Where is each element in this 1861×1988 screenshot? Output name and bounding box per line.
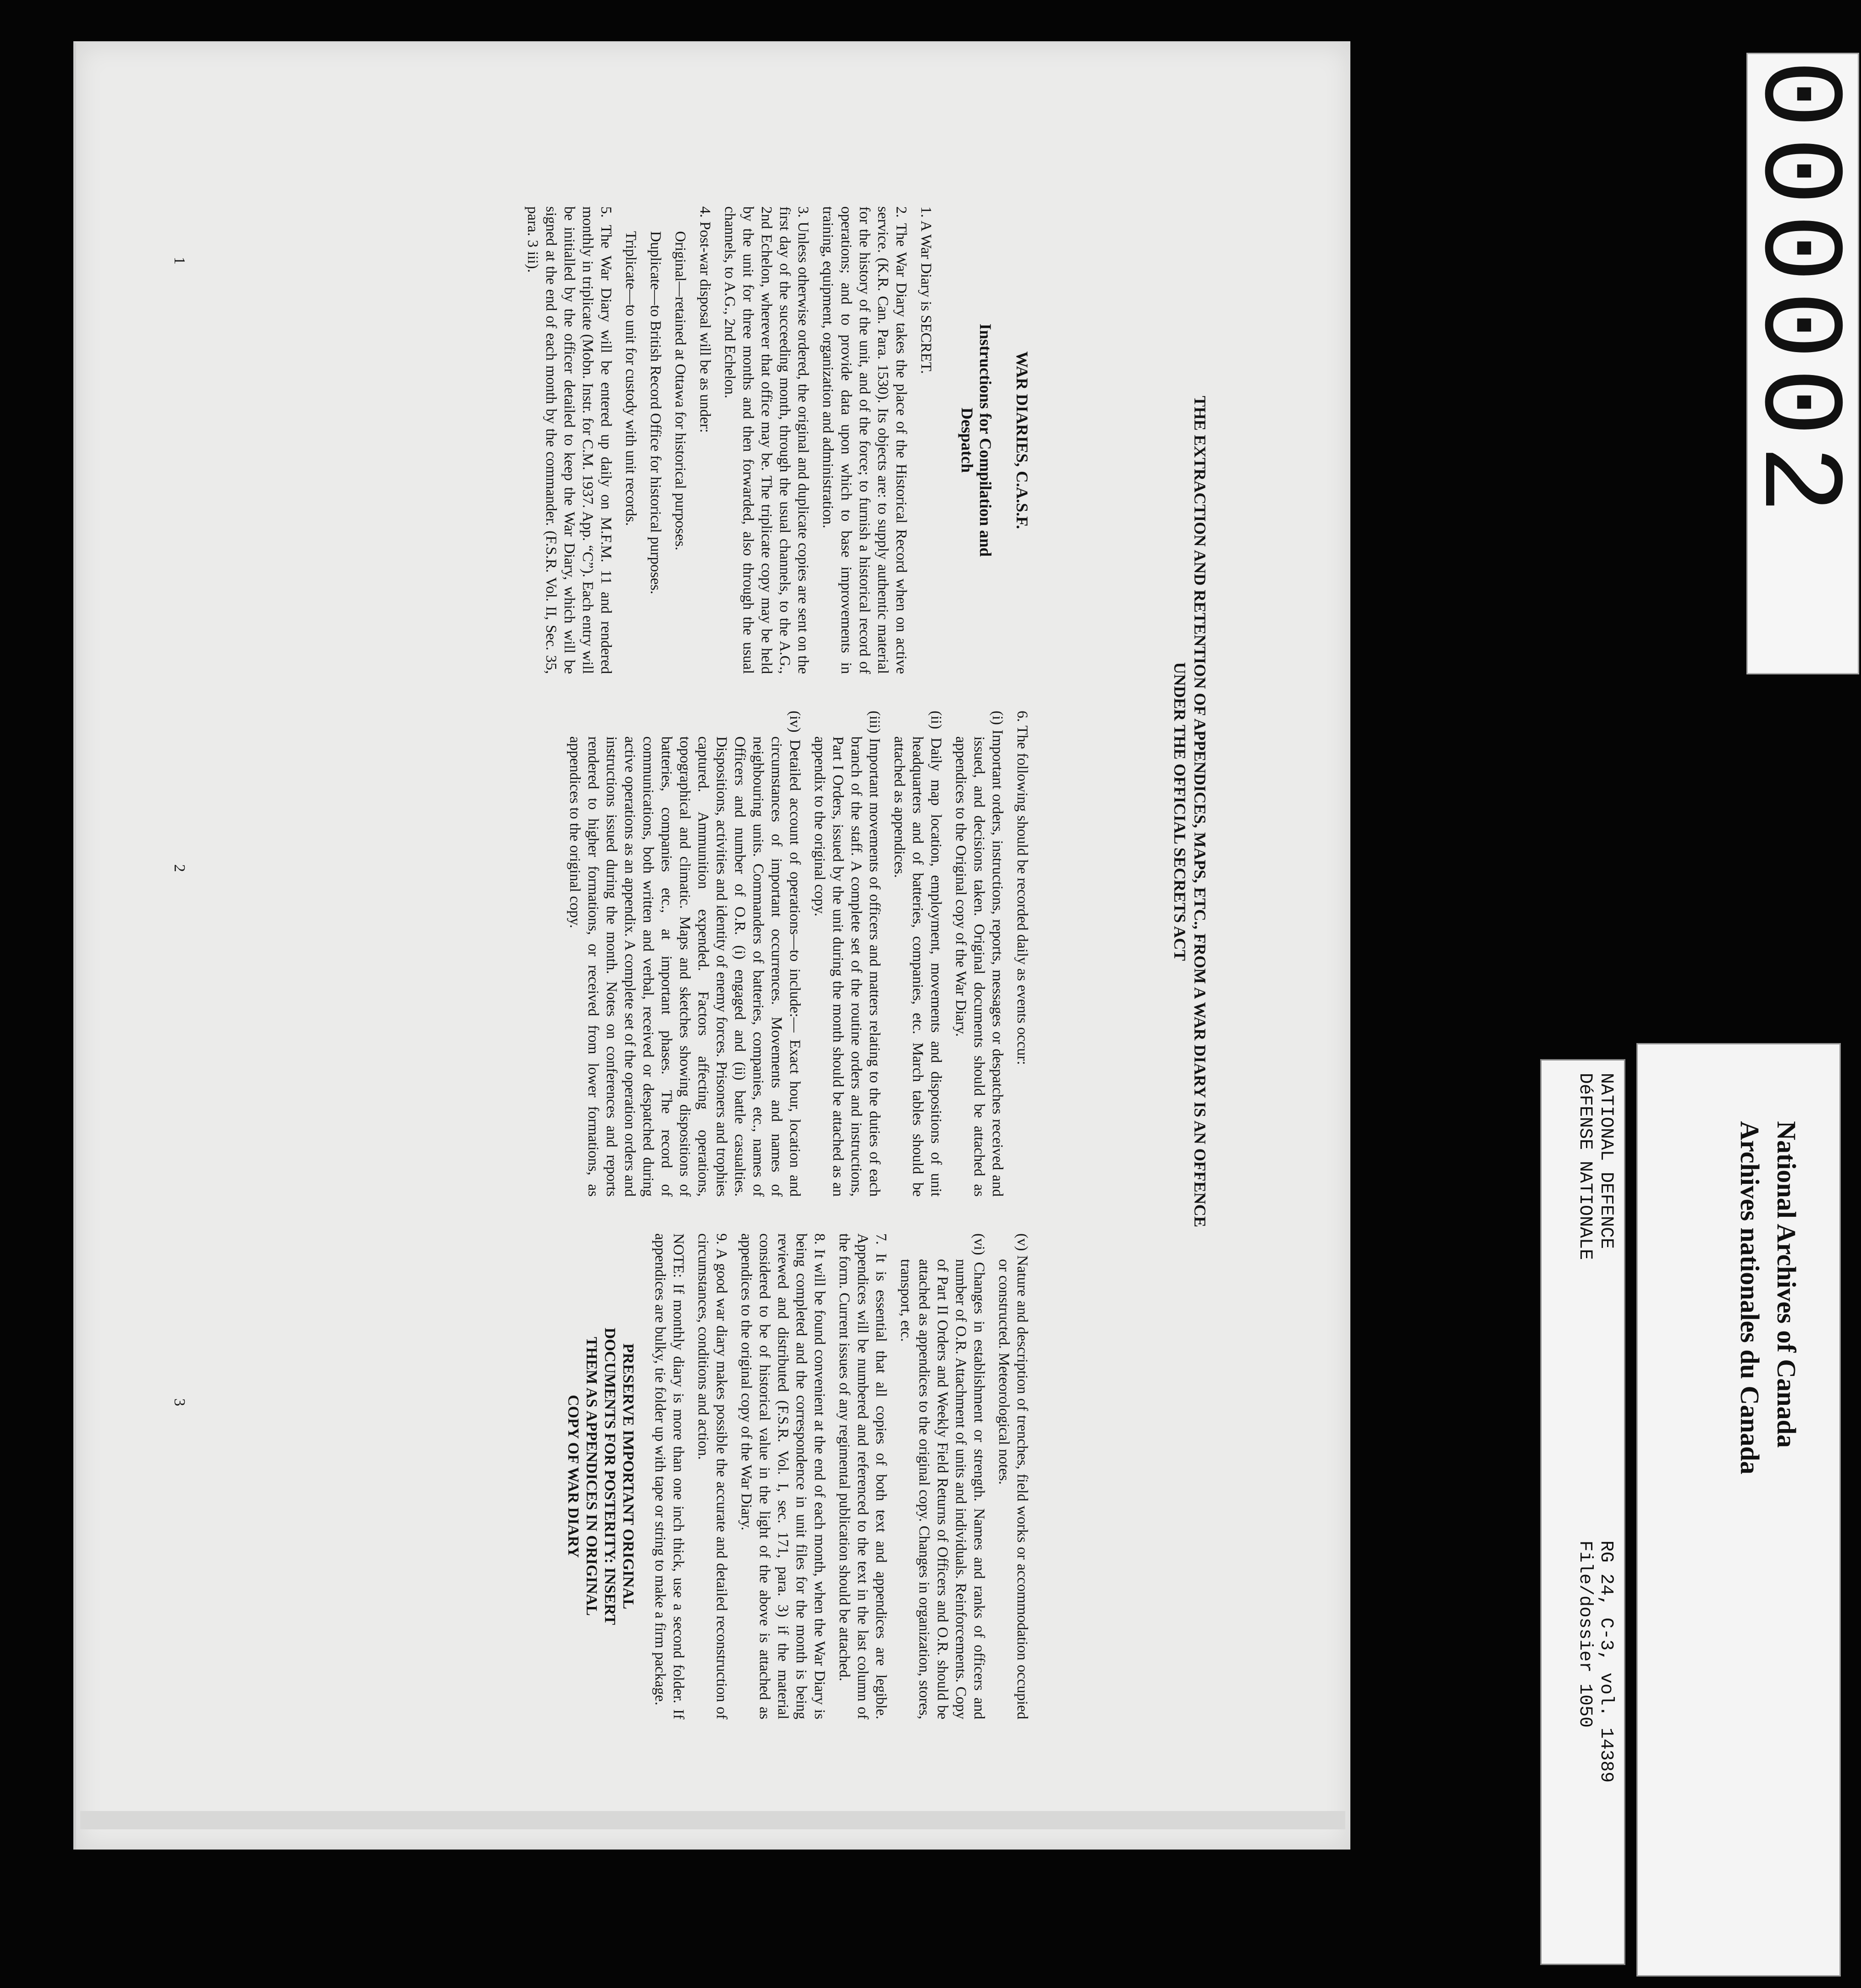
frame-number-text xyxy=(1731,55,1861,669)
note: NOTE: If monthly diary is more than one inch thick, use a second folder. If appendices are bulky, tie folder up with tape or string to make a firm package. xyxy=(652,1233,687,1719)
column-2 xyxy=(206,711,1031,1197)
preserve-line-3: THEM AS APPENDICES IN ORIGINAL xyxy=(583,1336,600,1616)
archives-name-en: National Archives of Canada xyxy=(1772,1121,1801,1448)
item-ii: (ii) Daily map location, employment, movements and dispositions of unit headquarters and of batteries, companies, etc. March tables should be attached as appendices. xyxy=(891,711,944,1197)
page-number-2: 2 xyxy=(171,864,188,872)
paragraph-4-triplicate: Triplicate—to unit for custody with unit records. xyxy=(622,231,639,526)
paragraph-5: 5. The War Diary will be entered up daily on M.F.M. 11 and rendered monthly in triplicate (Mobn. Instr. for C.M. 1937. App. “C”). Each entry will be initialled by the officer detailed to keep the War Diary, which will be signed at the end of each month by the commander. (F.S.R. Vol. II, Sec. 35, para. 3 iii). xyxy=(524,206,614,674)
paragraph-9: 9. A good war diary makes possible the accurate and detailed reconstruction of circumstances, conditions and action. xyxy=(695,1233,730,1719)
dept-name-en: NATIONAL DEFENCE xyxy=(1596,1073,1616,1249)
item-iv: (iv) Detailed account of operations—to include:— Exact hour, location and circumstances of important occurrences. Movements and names of neighbouring units. Commanders of batteries, companies, etc., names of Officers and number of O.R. (i) engaged and (ii) battle casualties. Dispositions, activities and identity of enemy forces. Prisoners and trophies captured. Ammunition expended. Factors affecting operations, topographical and climatic. Maps and sketches showing dispositions of batteries, companies etc., at important phases. The record of communications, both written and verbal, received or despatched during active operations as an appendix. A complete set of the operation orders and instructions issued during the month. Notes on conferences and reports rendered to higher formations, or received from lower formations, as appendices to the original copy. xyxy=(567,711,803,1197)
official-secrets-warning xyxy=(1170,193,1210,1430)
column-1 xyxy=(206,206,1031,674)
column-3 xyxy=(206,1233,1031,1719)
archives-name-fr: Archives nationales du Canada xyxy=(1735,1121,1765,1474)
preserve-line-1: PRESERVE IMPORTANT ORIGINAL xyxy=(620,1343,637,1610)
item-vi: (vi) Changes in establishment or strength. Names and ranks of officers and number of O.R. Attachment of units and individuals. Reinforcements. Copy of Part II Orders and Weekly Field Returns of Officers and O.R. should be attached as appendices to the original copy. Changes in organization, stores, transport, etc. xyxy=(897,1233,987,1719)
paragraph-8: 8. It will be found convenient at the end of each month, when the War Diary is being completed and the correspondence in unit files for the month is being reviewed and distributed (F.S.R. Vol. I, sec. 171, para. 3) if the material considered to be of historical value in the light of the above is attached as appendices to the original copy of the War Diary. xyxy=(738,1233,828,1719)
paragraph-2: 2. The War Diary takes the place of the Historical Record when on active service. (K.R. Can. Para. 1530). Its objects are: to supply authentic material for the history of the unit, and of the force; to furnish a historical record of operations; and to provide data upon which to base improvements in training, equipment, organization and administration. xyxy=(820,206,909,674)
paragraph-6: 6. The following should be recorded daily as events occur: xyxy=(1014,711,1030,1065)
paragraph-7: 7. It is essential that all copies of both text and appendices are legible. Appendices will be numbered and referenced to the text in the last column of the form. Current issues of any regimental publication should be attached. xyxy=(836,1233,889,1719)
paragraph-1: 1. A War Diary is SECRET. xyxy=(918,206,934,374)
preserve-line-2: DOCUMENTS FOR POSTERITY: INSERT xyxy=(601,1327,618,1625)
paragraph-4: 4. Post-war disposal will be as under: xyxy=(697,206,713,433)
document-body xyxy=(73,41,1348,1848)
item-i: (i) Important orders, instructions, reports, messages or despatches received and issued, and decisions taken. Original documents should be attached as appendices to the Original copy of the War Diary. xyxy=(953,711,1006,1197)
preserve-line-4: COPY OF WAR DIARY xyxy=(565,1395,582,1558)
item-v: (v) Nature and description of trenches, field works or accommodation occupied or constructed. Meteorological notes. xyxy=(996,1233,1030,1719)
warning-line-2: UNDER THE OFFICIAL SECRETS ACT xyxy=(1171,662,1189,961)
document-title: WAR DIARIES, C.A.S.F. xyxy=(1013,351,1031,529)
page-number-3: 3 xyxy=(171,1398,188,1406)
reference-label-text xyxy=(1540,1059,1623,1962)
dept-name-fr: DéFENSE NATIONALE xyxy=(1575,1073,1595,1260)
page-number-1: 1 xyxy=(171,257,188,265)
warning-line-1: THE EXTRACTION AND RETENTION OF APPENDICES, MAPS, ETC., FROM A WAR DIARY IS AN OFFENCE xyxy=(1191,396,1209,1227)
item-iii: (iii) Important movements of officers and matters relating to the duties of each branch of the staff. A complete set of the routine orders and instructions, Part I Orders, issued by the unit during the month should be attached as an appendix to the original copy. xyxy=(811,711,883,1197)
document-subtitle-line2: Despatch xyxy=(958,408,976,473)
file-reference: File/dossier 1050 xyxy=(1575,1541,1595,1728)
paragraph-4-duplicate: Duplicate—to British Record Office for historical purposes. xyxy=(647,231,664,595)
paragraph-4-original: Original—retained at Ottawa for historical purposes. xyxy=(672,231,688,551)
document-subtitle-line1: Instructions for Compilation and xyxy=(976,323,995,557)
paragraph-3: 3. Unless otherwise ordered, the original and duplicate copies are sent on the first day of the succeeding month, through the usual channels, to the A.G., 2nd Echelon, wherever that office may be. The triplicate copy may be held by the unit for three months and then forwarded, also through the usual channels, to A.G., 2nd Echelon. xyxy=(721,206,811,674)
record-group-reference: RG 24, C-3, vol. 14389 xyxy=(1596,1541,1616,1783)
frame-number: 000002 xyxy=(1731,60,1861,522)
archives-label-text xyxy=(1636,1043,1838,1974)
